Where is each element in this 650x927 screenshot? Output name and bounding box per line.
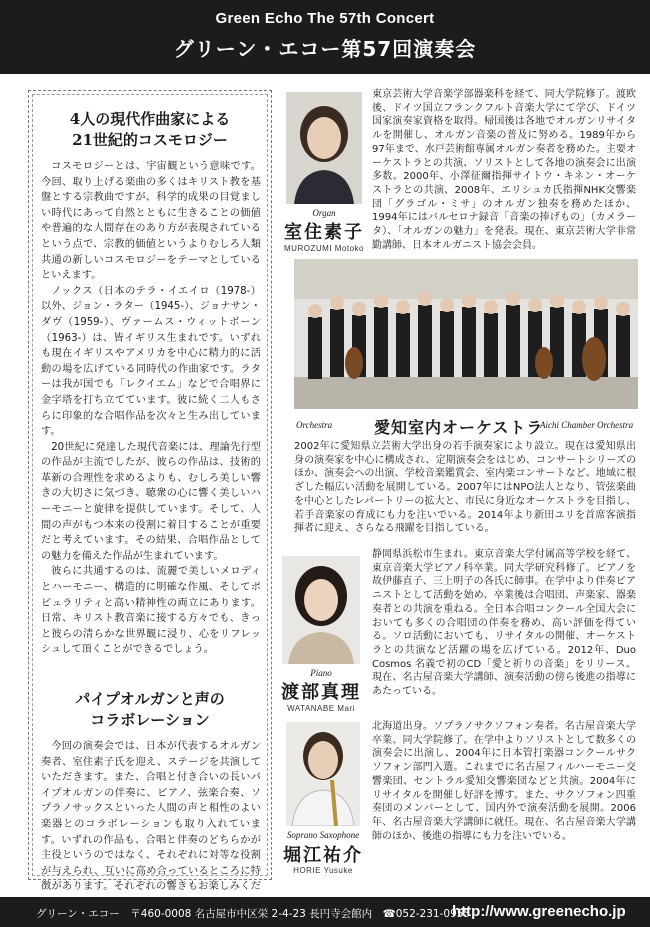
portrait-image	[286, 722, 360, 826]
section-title-line: パイプオルガンと声の	[75, 690, 225, 708]
pianist-photo	[282, 556, 360, 664]
page-footer	[0, 897, 650, 927]
saxophonist-photo	[286, 722, 360, 826]
orchestra-group-image	[294, 259, 638, 409]
saxophonist-bio: 北海道出身。ソプラノサクソフォン奏者。名古屋音楽大学卒業、同大学院修了。在学中よりソリストとして数多くの演奏会に出演し、2004年に日本管打楽器コンクールサクソフォン部門入選。これまでに名古屋フィルハーモニー交響楽団、セントラル愛知交響楽団などと共演。2004年にリサイタルを開催し好評を博す。また、サクソフォン四重奏団のメンバーとして、国内外で演奏活動を展開。2006年、名古屋音楽大学講師に就任。現在、名古屋音楽大学講師のほか、後進の指導にも力を注いでいる。	[372, 721, 636, 842]
sax-role: Soprano Saxophone	[286, 830, 360, 840]
paragraph: ノックス（日本のテラ・イエイロ（1978-）以外、ジョン・ラター（1945-）、ジョナサン・ダヴ（1959-）、ヴァームス・ウィットボーン（1963-）は、皆イギリス生まれです。いずれも現在イギリスやアメリカを中心に精力的に活動の場を広げている同時代の作曲家です。ラターは我が国でも「レクイエム」などで合唱界に金字塔を打ち立てています。彼に続く二人もさらに印象的な合唱作品を次々と生み出しています。	[41, 285, 261, 438]
paragraph: 今回の演奏会では、日本が代表するオルガン奏者、室住素子氏を迎え、ステージを共演していただきます。また、合唱と付き合いの長いパイプオルガンの伴奏に、ピアノ、弦楽合奏、ソプラノサックスといった人間の声と相性のよい楽器とのコラボレーションも取り入れています。いずれの作品も、合唱と伴奏のどちらかが主役というのではなく、それぞれに対等な役割が与えられ、互いに高め合っているところに特徴があります。それぞれの響きもお楽しみくだ	[41, 741, 261, 893]
concert-title-english: Green Echo The 57th Concert	[215, 10, 435, 27]
section-title-line: 21世紀的コスモロジー	[72, 131, 228, 149]
orchestra-caption	[296, 414, 636, 436]
portrait-image	[286, 92, 362, 204]
section-title-line: コラボレーション	[90, 711, 210, 729]
orchestra-photo	[294, 259, 638, 409]
section-title-line: 4人の現代作曲家による	[69, 110, 231, 128]
pianist-bio: 静岡県浜松市生まれ。東京音楽大学付属高等学校を経て、東京音楽大学ピアノ科卒業。同大学研究科修了。ピアノを故伊藤直子、三上明子の各氏に師事。在学中より伴奏ピアニストとして活動を始め、卒業後は合唱団、声楽家、器楽奏者との共演を重ねる。全日本合唱コンクール全国大会においても多くの合唱団の伴奏を務め、高い評価を得ている。ソロ活動においても、リサイタルの開催、オーケストラとの共演など活躍の場を広げている。2012年、Duo Cosmos 名義で初のCD「愛と祈りの音楽」をリリース。現在、名古屋音楽大学講師、演奏活動の傍ら後進の指導にあたっている。	[372, 549, 636, 698]
orchestra-bio: 2002年に愛知県立芸術大学出身の若手演奏家により設立。現在は愛知県出身の演奏家を中心に構成され、定期演奏会をはじめ、コンサートシリーズのほか、演奏会への出演、学校音楽鑑賞会、室内楽コンサートなど、地域に根ざした幅広い活動を展開している。2007年にはNPO法人となり、管弦楽曲を中心としたレパートリーの拡大と、市民に身近なオーケストラを目指し、若手音楽家の育成にも力を注いでいる。2014年より新田ユリを首席客演指揮者に迎え、さらなる飛躍を目指している。	[294, 441, 636, 535]
section-title-cosmology	[39, 109, 261, 151]
organist-name: 室住素子	[284, 222, 364, 243]
saxophonist-name: 堀江祐介	[283, 845, 363, 866]
pianist-name: 渡部真理	[281, 682, 361, 703]
organist-bio: 東京芸術大学音楽学部器楽科を経て、同大学院修了。渡欧後、ドイツ国立フランクフルト音楽大学にて学び、ドイツ国家演奏家資格を取得。帰国後は各地でオルガンリサイタルを開催し、オルガン音楽の普及に努める。1989年から97年まで、水戸芸術館専属オルガン奏者を務めた。主要オーケストラとの共演、ソリストとして各地の演奏会に出演多数。2000年、小澤征爾指揮サイトウ・キネン・オーケストラとの共演、2008年、エリシュカ氏指揮NHK交響楽団「グラゴル・ミサ」のオルガン独奏を務めたほか、1994年にはバルセロナ録音「音楽の捧げもの」（カメラータ）、「オルガンの魅力」を発表。現在、東京芸術大学非常勤講師、日本オルガニスト協会会員。	[372, 89, 636, 251]
program-notes-box	[28, 90, 272, 893]
paragraph: 20世紀に発達した現代音楽には、理論先行型の作品が主流でしたが、彼らの作品は、技術的革新の合理性を求めるよりも、むしろ美しい響きの大切さに気づき、聴衆の心に響く美しいハーモニーと旋律を提供しています。そして、人間の声がもつ本来の役割に着目することが重要だと考えています。その結果、合唱作品としての魅力を備えた作品が生まれています。	[41, 441, 261, 562]
saxophonist-roman-name: HORIE Yusuke	[293, 866, 353, 875]
footer-website-link[interactable]: http://www.greenecho.jp	[452, 903, 626, 920]
orchestra-name: 愛知室内オーケストラ	[374, 418, 544, 437]
page-header	[0, 0, 650, 74]
organist-photo	[286, 92, 362, 204]
orchestra-roman-name: Aichi Chamber Orchestra	[540, 420, 634, 430]
orchestra-role: Orchestra	[296, 420, 333, 430]
portrait-image	[282, 556, 360, 664]
concert-title-japanese: グリーン・エコー第57回演奏会	[173, 37, 477, 61]
organist-roman-name: MUROZUMI Motoko	[284, 244, 364, 253]
section-body-cosmology	[41, 159, 261, 658]
paragraph: 彼らに共通するのは、流麗で美しいメロディとハーモニー、構造的に明確な作風、そしてポピュラリティと高い精神性の両立にあります。日常、キリスト教音楽に接する方々でも、きっと彼らの清らかな世界観に浸り、心をリフレッシュして頂くことができるでしょう。	[41, 566, 261, 656]
section-title-organ-collab	[39, 689, 261, 731]
footer-address: グリーン・エコー 〒460-0008 名古屋市中区栄 2-4-23 長円寺会館内 ☎052-231-0955	[36, 908, 471, 920]
piano-role: Piano	[310, 668, 332, 678]
paragraph: コスモロジーとは、宇宙観という意味です。今回、取り上げる楽曲の多くはキリスト教を基盤とする宗教曲ですが、科学的成果の目覚ましい時代にあって自然とともに生きることの価値や普遍的な人間存在のあり方が表現されているという点で、宗教的価値というよりむしろ人類共通の新しいコスモロジーをテーマとしているといえます。	[41, 161, 261, 282]
section-body-organ-collab	[41, 739, 261, 911]
organ-role: Organ	[312, 208, 336, 218]
pianist-roman-name: WATANABE Mari	[287, 704, 355, 713]
